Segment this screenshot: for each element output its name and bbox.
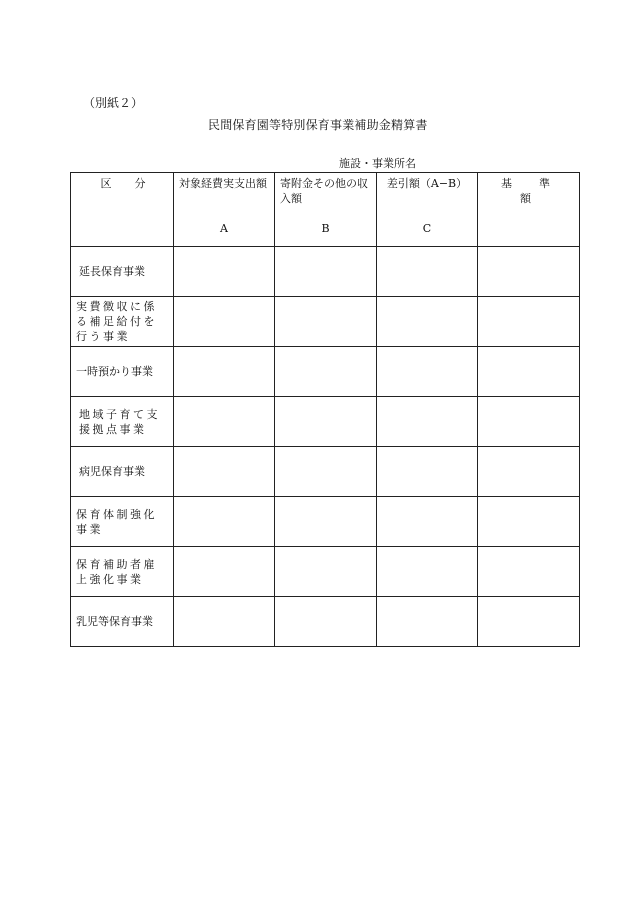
cell-actual-expense <box>174 447 275 497</box>
row-label: 実費徴収に係る補足給付を行う事業 <box>71 297 174 347</box>
header-standard-amount-label: 基 準 額 <box>501 177 577 205</box>
cell-standard-amount <box>478 547 580 597</box>
cell-actual-expense <box>174 497 275 547</box>
cell-donation-income <box>275 247 377 297</box>
header-category <box>71 173 174 247</box>
header-donation-income <box>275 173 377 247</box>
annex-label: （別紙２） <box>83 96 144 110</box>
cell-standard-amount <box>478 597 580 647</box>
cell-standard-amount <box>478 347 580 397</box>
cell-standard-amount <box>478 247 580 297</box>
row-label: 保育補助者雇上強化事業 <box>71 547 174 597</box>
row-label: 乳児等保育事業 <box>71 597 174 647</box>
table-row <box>71 547 580 597</box>
table-row <box>71 347 580 397</box>
table-header-row <box>71 173 580 247</box>
row-label: 延長保育事業 <box>71 247 174 297</box>
cell-standard-amount <box>478 497 580 547</box>
header-difference <box>377 173 478 247</box>
table-row <box>71 397 580 447</box>
cell-difference <box>377 497 478 547</box>
table-row <box>71 447 580 497</box>
document-title: 民間保育園等特別保育事業補助金精算書 <box>208 118 428 132</box>
cell-donation-income <box>275 447 377 497</box>
cell-actual-expense <box>174 547 275 597</box>
cell-standard-amount <box>478 297 580 347</box>
cell-difference <box>377 597 478 647</box>
row-label: 病児保育事業 <box>71 447 174 497</box>
table-row <box>71 297 580 347</box>
cell-actual-expense <box>174 597 275 647</box>
cell-donation-income <box>275 397 377 447</box>
cell-donation-income <box>275 597 377 647</box>
row-label: 一時預かり事業 <box>71 347 174 397</box>
table-row <box>71 247 580 297</box>
cell-difference <box>377 447 478 497</box>
cell-difference <box>377 247 478 297</box>
header-difference-label: 差引額（A−B） <box>386 177 468 190</box>
cell-actual-expense <box>174 247 275 297</box>
table-row <box>71 597 580 647</box>
settlement-table <box>70 172 580 647</box>
cell-donation-income <box>275 347 377 397</box>
facility-name-label: 施設・事業所名 <box>339 157 416 170</box>
header-actual-expense <box>174 173 275 247</box>
header-category-label: 区 分 <box>100 177 152 190</box>
cell-actual-expense <box>174 397 275 447</box>
header-donation-income-sub: B <box>321 222 330 235</box>
cell-standard-amount <box>478 447 580 497</box>
row-label: 保育体制強化事業 <box>71 497 174 547</box>
header-actual-expense-label: 対象経費実支出額 <box>179 177 267 190</box>
cell-difference <box>377 347 478 397</box>
header-standard-amount <box>478 173 580 247</box>
cell-donation-income <box>275 547 377 597</box>
cell-actual-expense <box>174 347 275 397</box>
header-actual-expense-sub: A <box>220 222 228 235</box>
header-donation-income-label: 寄附金その他の収入額 <box>280 177 368 205</box>
header-difference-sub: C <box>422 222 432 235</box>
cell-difference <box>377 297 478 347</box>
cell-difference <box>377 547 478 597</box>
cell-actual-expense <box>174 297 275 347</box>
cell-donation-income <box>275 297 377 347</box>
cell-standard-amount <box>478 397 580 447</box>
row-label: 地域子育て支援拠点事業 <box>71 397 174 447</box>
cell-donation-income <box>275 497 377 547</box>
table-row <box>71 497 580 547</box>
cell-difference <box>377 397 478 447</box>
